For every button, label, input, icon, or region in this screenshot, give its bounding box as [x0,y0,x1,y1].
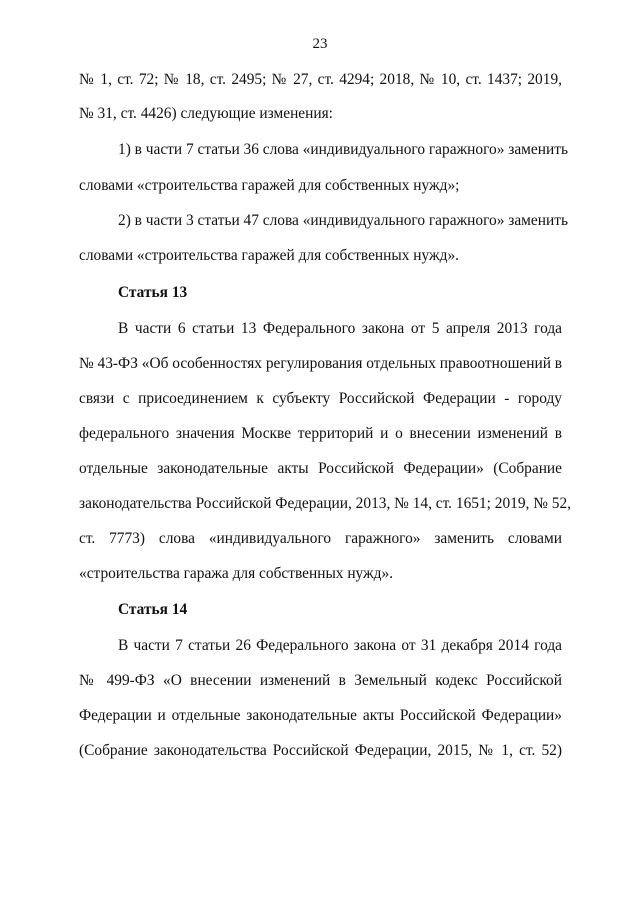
text-line: отдельные законодательные акты Российской Федерации» (Собрание [79,460,562,477]
text-line: федерального значения Москве территорий и о внесении изменений в [79,425,562,442]
article-heading-14: Статья 14 [118,601,188,618]
text-line: № 1, ст. 72; № 18, ст. 2495; № 27, ст. 4294; 2018, № 10, ст. 1437; 2019, [79,71,562,88]
article-heading-13: Статья 13 [118,284,188,301]
list-item-2: 2) в части 3 статьи 47 слова «индивидуального гаражного» заменить [118,212,568,229]
text-line: законодательства Российской Федерации, 2013, № 14, ст. 1651; 2019, № 52, [79,495,572,512]
text-line: словами «строительства гаражей для собственных нужд»; [79,177,460,194]
text-line: № 499-ФЗ «О внесении изменений в Земельный кодекс Российской [79,672,562,689]
paragraph-first-line: В части 7 статьи 26 Федерального закона от 31 декабря 2014 года [118,637,562,654]
page-number: 23 [312,36,328,52]
text-line: № 43-ФЗ «Об особенностях регулирования отдельных правоотношений в [79,355,563,372]
text-line: связи с присоединением к субъекту Российской Федерации - городу [79,390,562,407]
text-line: словами «строительства гаражей для собственных нужд». [79,247,460,264]
text-line: ст. 7773) слова «индивидуального гаражного» заменить словами [79,530,562,547]
text-line: «строительства гаража для собственных нужд». [79,565,394,582]
text-line: № 31, ст. 4426) следующие изменения: [79,105,333,122]
text-line: Федерации и отдельные законодательные акты Российской Федерации» [79,707,562,724]
paragraph-first-line: В части 6 статьи 13 Федерального закона от 5 апреля 2013 года [118,320,562,337]
list-item-1: 1) в части 7 статьи 36 слова «индивидуального гаражного» заменить [118,141,568,158]
text-line: (Собрание законодательства Российской Федерации, 2015, № 1, ст. 52) [79,742,562,759]
